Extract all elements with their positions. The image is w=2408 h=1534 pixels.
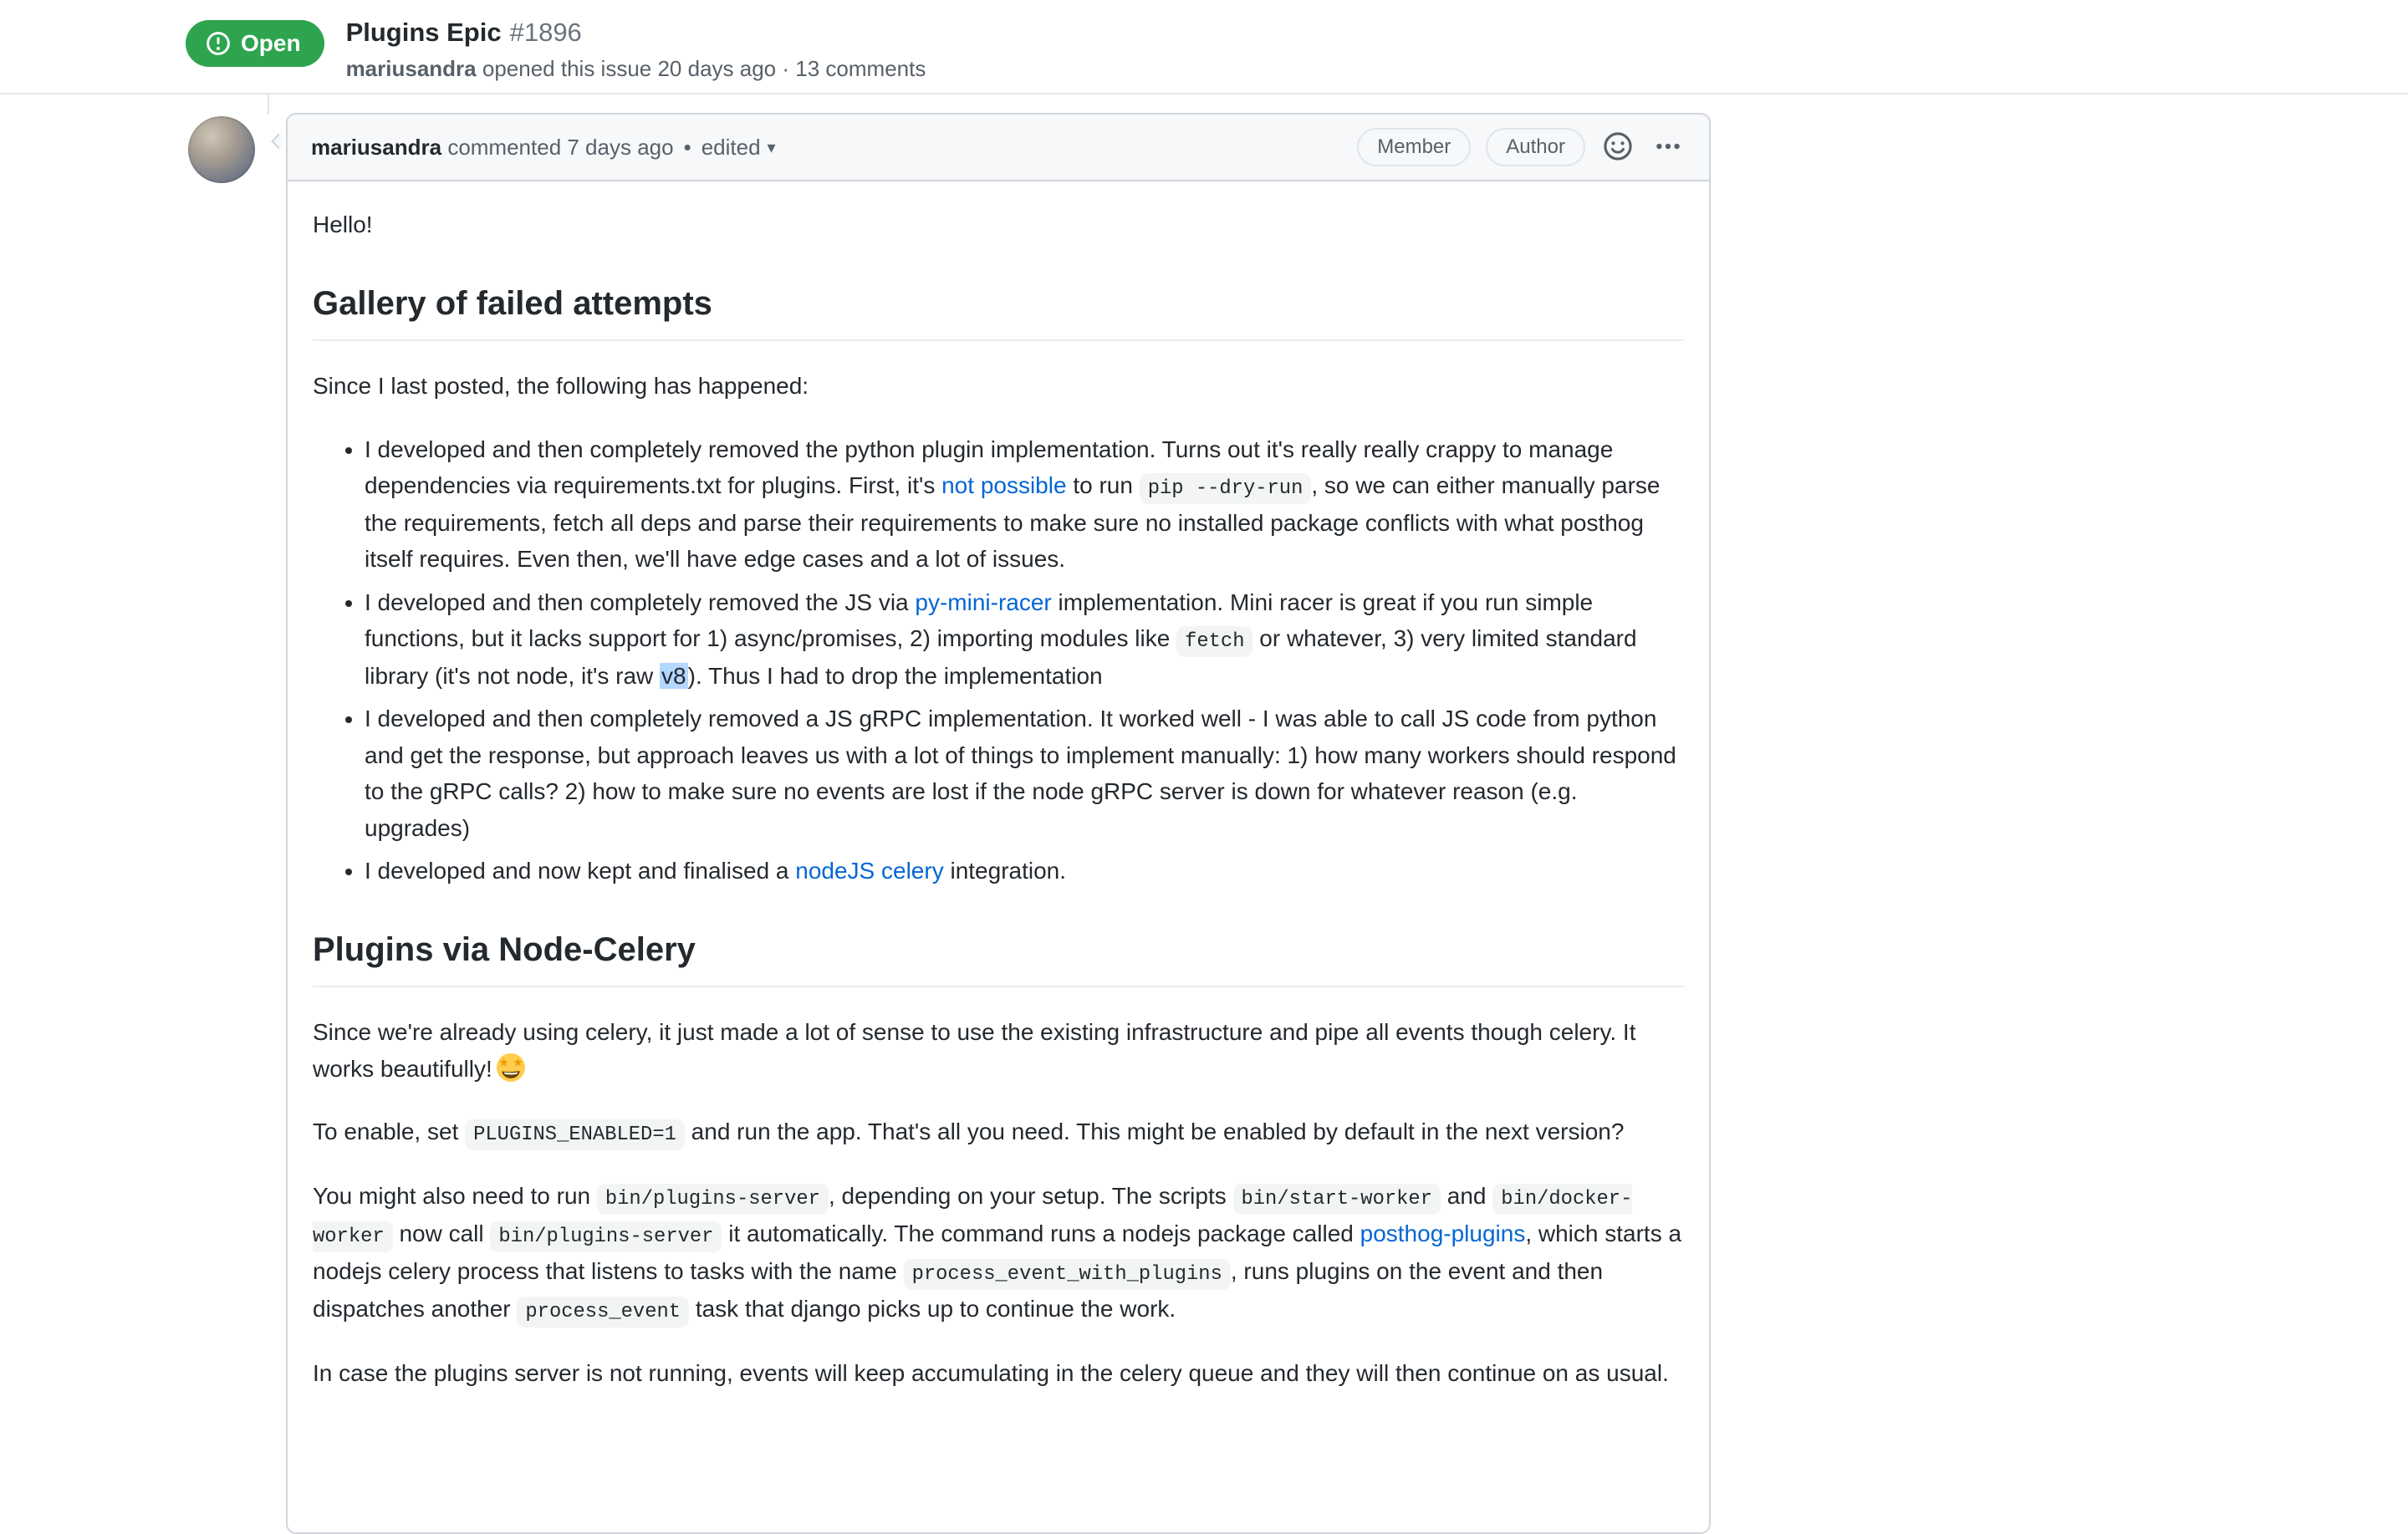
smiley-icon [1604, 132, 1632, 163]
dropdown-caret-icon: ▾ [767, 138, 776, 157]
list-item: • I developed and then completely removed the python plugin implementation. Turns out it's really really crappy to manage dependencies via requirements.txt for plugins. First, it's not possible to run pip --dry-run , so we can either manually parse the requirements, fetch all deps and parse their requirements to make sure no installed package conflicts with what posthog itself requires. Even then, we'll have edge cases and a lot of issues. [365, 431, 1684, 578]
member-badge: Member [1357, 128, 1471, 166]
inline-code: bin/plugins-server [490, 1221, 722, 1252]
issue-number: #1896 [509, 18, 582, 47]
section-heading-gallery: Gallery of failed attempts [313, 283, 1684, 341]
edited-dropdown[interactable] [701, 135, 776, 161]
comment-options-button[interactable] [1650, 129, 1686, 166]
inline-code: bin/docker-worker [313, 1184, 1632, 1252]
issue-opened-icon [206, 31, 231, 56]
inline-code: bin/plugins-server [597, 1184, 829, 1215]
list-item: • I developed and then completely removed a JS gRPC implementation. It worked well - I was able to call JS code from python and get the response, but approach leaves us with a lot of things to implement manually: 1) how many workers should respond to the gRPC calls? 2) how to make sure no events are lost if the node gRPC server is down for whatever reason (e.g. upgrades) [365, 701, 1684, 846]
inline-code: PLUGINS_ENABLED=1 [465, 1119, 685, 1150]
inline-code: pip --dry-run [1140, 473, 1312, 504]
selected-text: v8 [661, 663, 686, 690]
issue-title: Plugins Epic [345, 18, 502, 47]
greeting-paragraph: Hello! [313, 211, 373, 237]
inline-link[interactable]: py-mini-racer [915, 589, 1052, 615]
paragraph: You might also need to run bin/plugins-server , depending on your setup. The scripts bin/start-worker and bin/docker-worker now call bin/plugins-server it automatically. The command runs a nodejs package called posthog-plugins, which starts a nodejs celery process that listens to tasks with the name process_event_with_plugins , runs plugins on the event and then dispatches another process_event task that django picks up to continue the work. [313, 1178, 1684, 1328]
issue-header [0, 0, 2408, 94]
issue-meta [346, 56, 926, 82]
avatar[interactable] [188, 116, 255, 183]
inline-link[interactable]: not possible [941, 472, 1067, 499]
list-item: • I developed and then completely removed the JS via py-mini-racer implementation. Mini racer is great if you run simple functions, but it lacks support for 1) async/promises, 2) importing modules like fetch or whatever, 3) very limited standard library (it's not node, it's raw v8). Thus I had to drop the implementation [365, 584, 1684, 695]
comment-author-link[interactable]: mariusandra [311, 134, 442, 160]
inline-code: process_event [517, 1297, 689, 1328]
star-struck-emoji [492, 1056, 526, 1082]
issue-state-badge [186, 20, 324, 67]
issue-comments-count: 13 comments [795, 56, 926, 82]
issue-author-link[interactable]: mariusandra [345, 56, 477, 82]
failed-attempts-list [313, 431, 1684, 889]
inline-code: fetch [1176, 626, 1252, 657]
inline-link[interactable]: nodeJS celery [795, 858, 944, 884]
edited-dot: • [683, 134, 691, 160]
author-badge: Author [1486, 128, 1585, 166]
timeline-connector [268, 94, 269, 115]
paragraph: Since we're already using celery, it just made a lot of sense to use the existing infrastructure and pipe all events though celery. It works beautifully! ★ ★ [313, 1019, 1636, 1082]
svg-text:★: ★ [512, 1056, 523, 1070]
issue-title-line [346, 17, 926, 48]
edited-label: edited [701, 134, 761, 160]
kebab-horizontal-icon [1654, 132, 1682, 163]
comment-header [288, 115, 1709, 181]
paragraph: To enable, set PLUGINS_ENABLED=1 and run the app. That's all you need. This might be enabled by default in the next version? [313, 1114, 1684, 1151]
issue-opened-text: opened this issue 20 days ago [482, 56, 777, 82]
issue-state-label: Open [241, 30, 301, 56]
inline-code: bin/start-worker [1233, 1184, 1441, 1215]
gallery-intro: Since I last posted, the following has happened: [313, 373, 809, 400]
inline-code: process_event_with_plugins [904, 1259, 1231, 1290]
comment-card [286, 113, 1711, 1534]
add-reaction-button[interactable] [1600, 129, 1635, 166]
svg-text:★: ★ [497, 1056, 509, 1070]
comment-action-text: commented 7 days ago [447, 134, 674, 160]
comment-body [288, 181, 1709, 1443]
section-heading-node-celery: Plugins via Node-Celery [313, 929, 1684, 987]
clipped-paragraph: In case the plugins server is not running, events will keep accumulating in the celery queue and they will then continue on as usual. [313, 1359, 1669, 1386]
meta-separator: · [782, 56, 790, 82]
list-item: • I developed and now kept and finalised a nodeJS celery integration. [365, 853, 1684, 889]
inline-link[interactable]: posthog-plugins [1360, 1220, 1526, 1246]
